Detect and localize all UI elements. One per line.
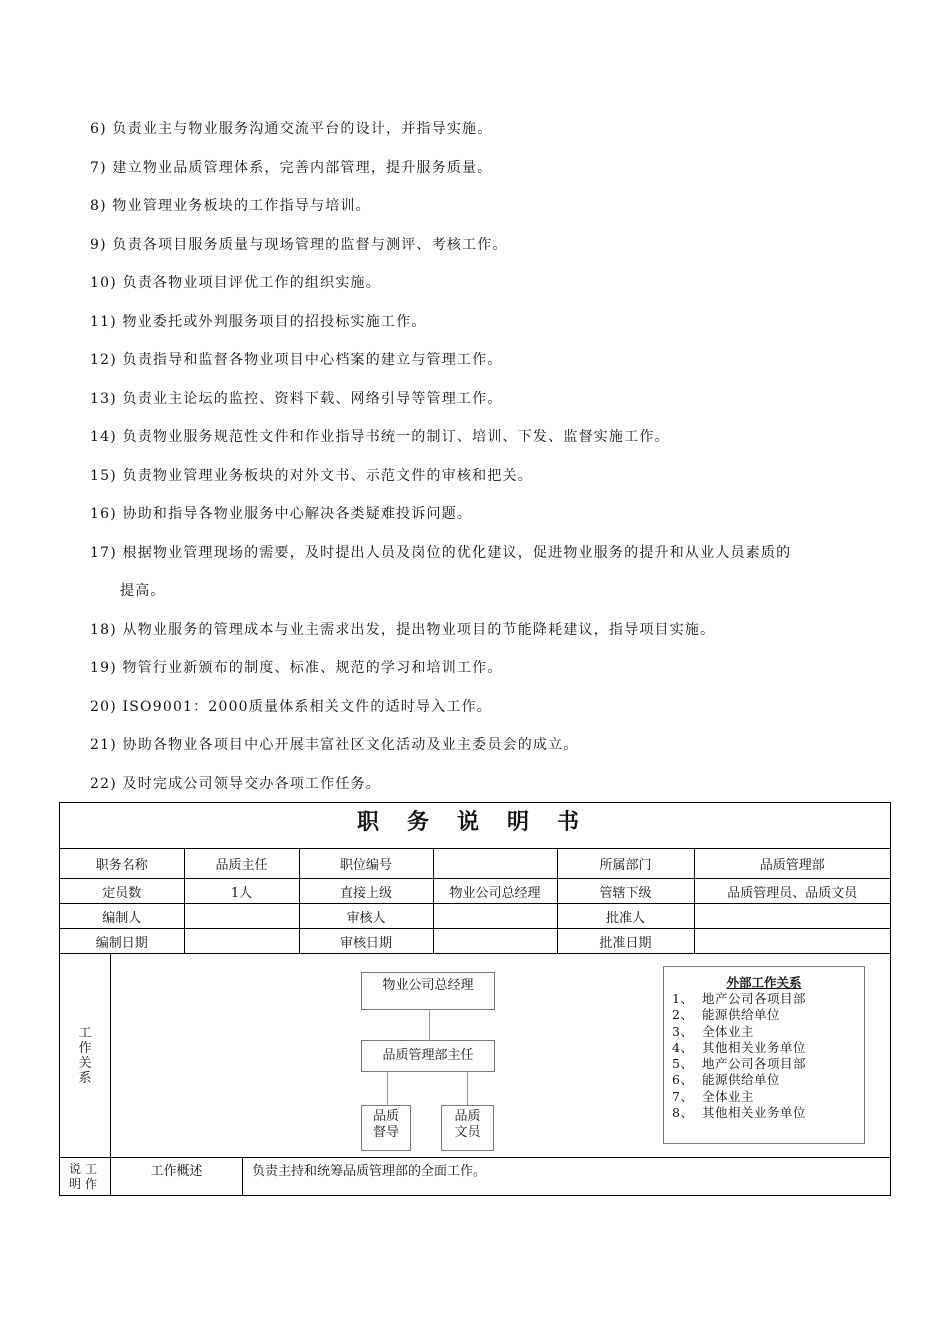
item-text: 能源供给单位: [702, 1007, 781, 1023]
info-label-cell: 所属部门: [557, 849, 694, 879]
duty-item: 9) 负责各项目服务质量与现场管理的监督与测评、考核工作。: [90, 236, 508, 253]
item-number: 1、: [672, 991, 694, 1006]
duty-list: [90, 110, 880, 803]
work-overview-label: 工作概述: [111, 1158, 243, 1196]
info-label-cell: 编制人: [60, 904, 184, 929]
org-box-department-head: 品质管理部主任: [361, 1040, 495, 1072]
info-value-cell: 1人: [184, 879, 299, 904]
item-text: 全体业主: [702, 1023, 755, 1039]
external-relation-item: [664, 1056, 864, 1072]
info-row: [60, 879, 890, 904]
external-relations-box: [663, 966, 865, 1144]
duty-item: 14) 负责物业服务规范性文件和作业指导书统一的制订、培训、下发、监督实施工作。: [90, 429, 670, 445]
work-relations-label: 工 作 关 系: [60, 954, 111, 1158]
info-value-cell: [433, 904, 557, 929]
duty-item: [90, 534, 880, 611]
item-number: 2、: [672, 1007, 694, 1023]
org-connector: [387, 1071, 388, 1106]
info-label-cell: 批准日期: [557, 929, 694, 954]
info-label-cell: 审核日期: [299, 929, 433, 954]
duty-item: 19) 物管行业新颁布的制度、标准、规范的学习和培训工作。: [90, 660, 503, 676]
duty-item: 20) ISO9001：2000质量体系相关文件的适时导入工作。: [90, 698, 492, 715]
info-value-cell: [184, 904, 299, 929]
duty-item: 8) 物业管理业务板块的工作指导与培训。: [90, 198, 371, 214]
duty-item: 6) 负责业主与物业服务沟通交流平台的设计，并指导实施。: [90, 121, 493, 137]
item-text: 全体业主: [702, 1088, 755, 1104]
item-text: 能源供给单位: [702, 1072, 781, 1088]
info-value-cell: [184, 929, 299, 954]
info-value-cell: [694, 904, 890, 929]
external-relation-item: [664, 1007, 864, 1023]
duty-item: 15) 负责物业管理业务板块的对外文书、示范文件的审核和把关。: [90, 467, 533, 484]
org-box-general-manager: 物业公司总经理: [361, 972, 495, 1010]
info-label-cell: 定员数: [60, 879, 184, 904]
info-label-cell: 职位编号: [299, 849, 433, 879]
item-number: 7、: [672, 1088, 694, 1104]
item-number: 3、: [672, 1023, 694, 1039]
info-value-cell: [433, 849, 557, 879]
duty-item: 7) 建立物业品质管理体系，完善内部管理，提升服务质量。: [90, 159, 493, 176]
external-relation-item: [664, 1089, 864, 1105]
duty-item: 16) 协助和指导各物业服务中心解决各类疑难投诉问题。: [90, 506, 473, 522]
info-value-cell: 品质管理员、品质文员: [694, 879, 890, 904]
item-number: 5、: [672, 1056, 694, 1072]
form-title: 职务说明书: [60, 803, 890, 849]
info-row: [60, 849, 890, 879]
info-label-cell: 编制日期: [60, 929, 184, 954]
info-value-cell: 品质主任: [184, 849, 299, 879]
item-number: 4、: [672, 1039, 694, 1055]
work-overview-text: 负责主持和统筹品质管理部的全面工作。: [252, 1164, 487, 1179]
org-box-quality-clerk: 品质 文员: [441, 1105, 494, 1151]
duty-item: 10) 负责各物业项目评优工作的组织实施。: [90, 275, 381, 291]
item-text: 地产公司各项目部: [702, 1056, 807, 1072]
info-label-cell: 审核人: [299, 904, 433, 929]
info-label-cell: 批准人: [557, 904, 694, 929]
duty-line-continued: 提高。: [120, 583, 166, 599]
item-text: 其他相关业务单位: [702, 1039, 807, 1055]
info-row: [60, 904, 890, 929]
org-connector: [429, 1009, 430, 1041]
item-text: 其他相关业务单位: [702, 1105, 807, 1121]
duty-line: 17) 根据物业管理现场的需要，及时提出人员及岗位的优化建议，促进物业服务的提升和从业人员素质的: [90, 544, 792, 561]
work-relations-section: [60, 953, 890, 1158]
info-value-cell: [694, 929, 890, 954]
org-connector: [467, 1071, 468, 1106]
job-description-form: [59, 802, 891, 1196]
duty-item: 11) 物业委托或外判服务项目的招投标实施工作。: [90, 313, 427, 330]
work-description-section: [60, 1157, 890, 1196]
external-relation-item: [664, 1024, 864, 1040]
info-value-cell: 物业公司总经理: [433, 879, 557, 904]
org-box-quality-supervisor: 品质 督导: [361, 1105, 411, 1151]
duty-item: 12) 负责指导和监督各物业项目中心档案的建立与管理工作。: [90, 352, 503, 368]
info-table: [60, 849, 890, 954]
info-label-cell: 管辖下级: [557, 879, 694, 904]
external-relation-item: [664, 1072, 864, 1088]
external-relations-title: 外部工作关系: [726, 975, 802, 990]
item-number: 6、: [672, 1072, 694, 1088]
external-relation-item: [664, 1105, 864, 1121]
duty-item: 18) 从物业服务的管理成本与业主需求出发，提出物业项目的节能降耗建议，指导项目实施。: [90, 621, 716, 638]
external-relation-item: [664, 991, 864, 1007]
duty-item: 22) 及时完成公司领导交办各项工作任务。: [90, 775, 381, 792]
info-label-cell: 职务名称: [60, 849, 184, 879]
duty-item: 13) 负责业主论坛的监控、资料下载、网络引导等管理工作。: [90, 390, 503, 407]
item-text: 地产公司各项目部: [702, 991, 807, 1006]
info-label-cell: 直接上级: [299, 879, 433, 904]
info-row: [60, 929, 890, 954]
info-value-cell: [433, 929, 557, 954]
item-number: 8、: [672, 1105, 694, 1121]
external-relation-item: [664, 1040, 864, 1056]
info-value-cell: 品质管理部: [694, 849, 890, 879]
duty-item: 21) 协助各物业各项目中心开展丰富社区文化活动及业主委员会的成立。: [90, 737, 579, 753]
work-description-label: 说 明 工 作: [60, 1158, 111, 1196]
